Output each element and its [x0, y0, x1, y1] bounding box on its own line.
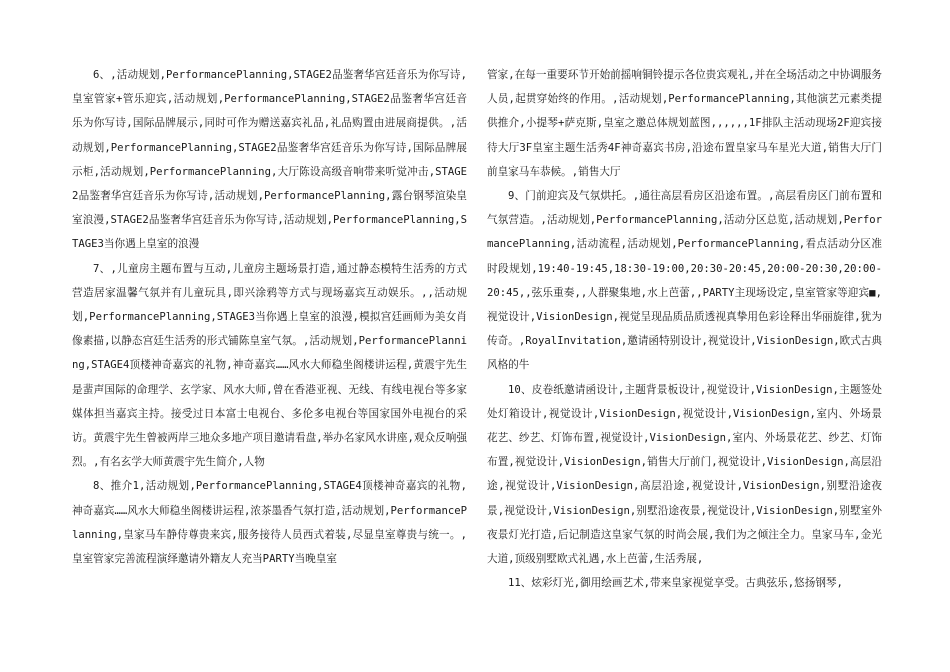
paragraph-8: 8、推介1,活动规划,PerformancePlanning,STAGE4顶楼神奇嘉宾的礼物,神奇嘉宾……风水大师稳坐阁楼讲运程,浓茶墨香气氛打造,活动规划,PerformancePlanning,皇家马车静侍尊贵来宾,服务接待人员西式着装,尽显皇室尊贵与统一。,皇室管家完善流程演绎邀请外籍友人充当PARTY当晚皇室	[72, 480, 467, 566]
paragraph-6: 6、,活动规划,PerformancePlanning,STAGE2品鉴奢华宫廷音乐为你写诗,皇室管家+管乐迎宾,活动规划,PerformancePlanning,STAGE2品鉴奢华宫廷音乐为你写诗,国际品牌展示,同时可作为赠送嘉宾礼品,礼品购置由进展商提供。,活动规划,PerformancePlanning,STAGE2品鉴奢华宫廷音乐为你写诗,国际品牌展示柜,活动规划,PerformancePlanning,大厅陈设高级音响带来听觉冲击,STAGE2品鉴奢华宫廷音乐为你写诗,活动规划,PerformancePlanning,露台钢琴渲染皇室浪漫,STAGE2品鉴奢华宫廷音乐为你写诗,活动规划,PerformancePlanning,STAGE3当你遇上皇室的浪漫	[72, 69, 467, 251]
paragraph-10: 10、皮卷纸邀请函设计,主题背景板设计,视觉设计,VisionDesign,主题签处处灯箱设计,视觉设计,VisionDesign,视觉设计,VisionDesign,室内、外场景花艺、纱艺、灯饰布置,视觉设计,VisionDesign,室内、外场景花艺、纱艺、灯饰布置,视觉设计,VisionDesign,销售大厅前门,视觉设计,VisionDesign,高层沿途,视觉设计,VisionDesign,高层沿途,视觉设计,VisionDesign,别墅沿途夜景,视觉设计,VisionDesign,别墅沿途夜景,视觉设计,VisionDesign,别墅室外夜景灯光打造,后记制造这皇家气氛的时尚会展,我们为之倾注全力。皇家马车,金光大道,顶级别墅欧式礼遇,水上芭蕾,生活秀展,	[487, 383, 882, 566]
right-column	[487, 63, 882, 672]
paragraph-9: 9、门前迎宾及气氛烘托。,通往高层看房区沿途布置。,高层看房区门前布置和气氛营造。,活动规划,PerformancePlanning,活动分区总览,活动规划,PerformancePlanning,活动流程,活动规划,PerformancePlanning,看点活动分区准时段规划,19:40-19:45,18:30-19:00,20:30-20:45,20:00-20:30,20:00-20:45,,弦乐重奏,,人群聚集地,水上芭蕾,,PARTY主现场设定,皇室管家等迎宾■,视觉设计,VisionDesign,视觉呈现品质品质透视真挚用色彩诠释出华丽旋律,犹为传奇。,RoyalInvitation,邀请函特别设计,视觉设计,VisionDesign,欧式古典风格的牛	[487, 190, 882, 372]
paragraph-8-continued: 管家,在每一重要环节开始前摇响铜铃提示各位贵宾观礼,并在全场活动之中协调服务人员,起贯穿始终的作用。,活动规划,PerformancePlanning,其他演艺元素类提供推介,小提琴+萨克斯,皇室之邀总体规划蓝图,,,,,,1F排队主活动现场2F迎宾接待大厅3F皇室主题生活秀4F神奇嘉宾书房,沿途布置皇家马车星光大道,销售大厅门前皇家马车恭候。,销售大厅	[487, 69, 882, 178]
paragraph-11: 11、炫彩灯光,御用绘画艺术,带来皇家视觉享受。古典弦乐,悠扬钢琴,	[508, 577, 843, 590]
paragraph-7: 7、,儿童房主题布置与互动,儿童房主题场景打造,通过静态模特生活秀的方式营造居家温馨气氛并有儿童玩具,即兴涂鸦等方式与现场嘉宾互动娱乐。,,活动规划,PerformancePlanning,STAGE3当你遇上皇室的浪漫,模拟宫廷画师为美女肖像素描,以静态宫廷生活秀的形式铺陈皇室气氛。,活动规划,PerformancePlanning,STAGE4顶楼神奇嘉宾的礼物,神奇嘉宾……风水大师稳坐阁楼讲运程,黄震宇先生是蜚声国际的命理学、玄学家、风水大师,曾在香港亚视、无线、有线电视台等多家媒体担当嘉宾主持。接受过日本富士电视台、多伦多电视台等国家国外电视台的采访。黄震宇先生曾被两岸三地众多地产项目邀请看盘,举办名家风水讲座,观众反响强烈。,有名玄学大师黄震宇先生简介,人物	[72, 262, 467, 469]
left-column	[72, 63, 467, 672]
